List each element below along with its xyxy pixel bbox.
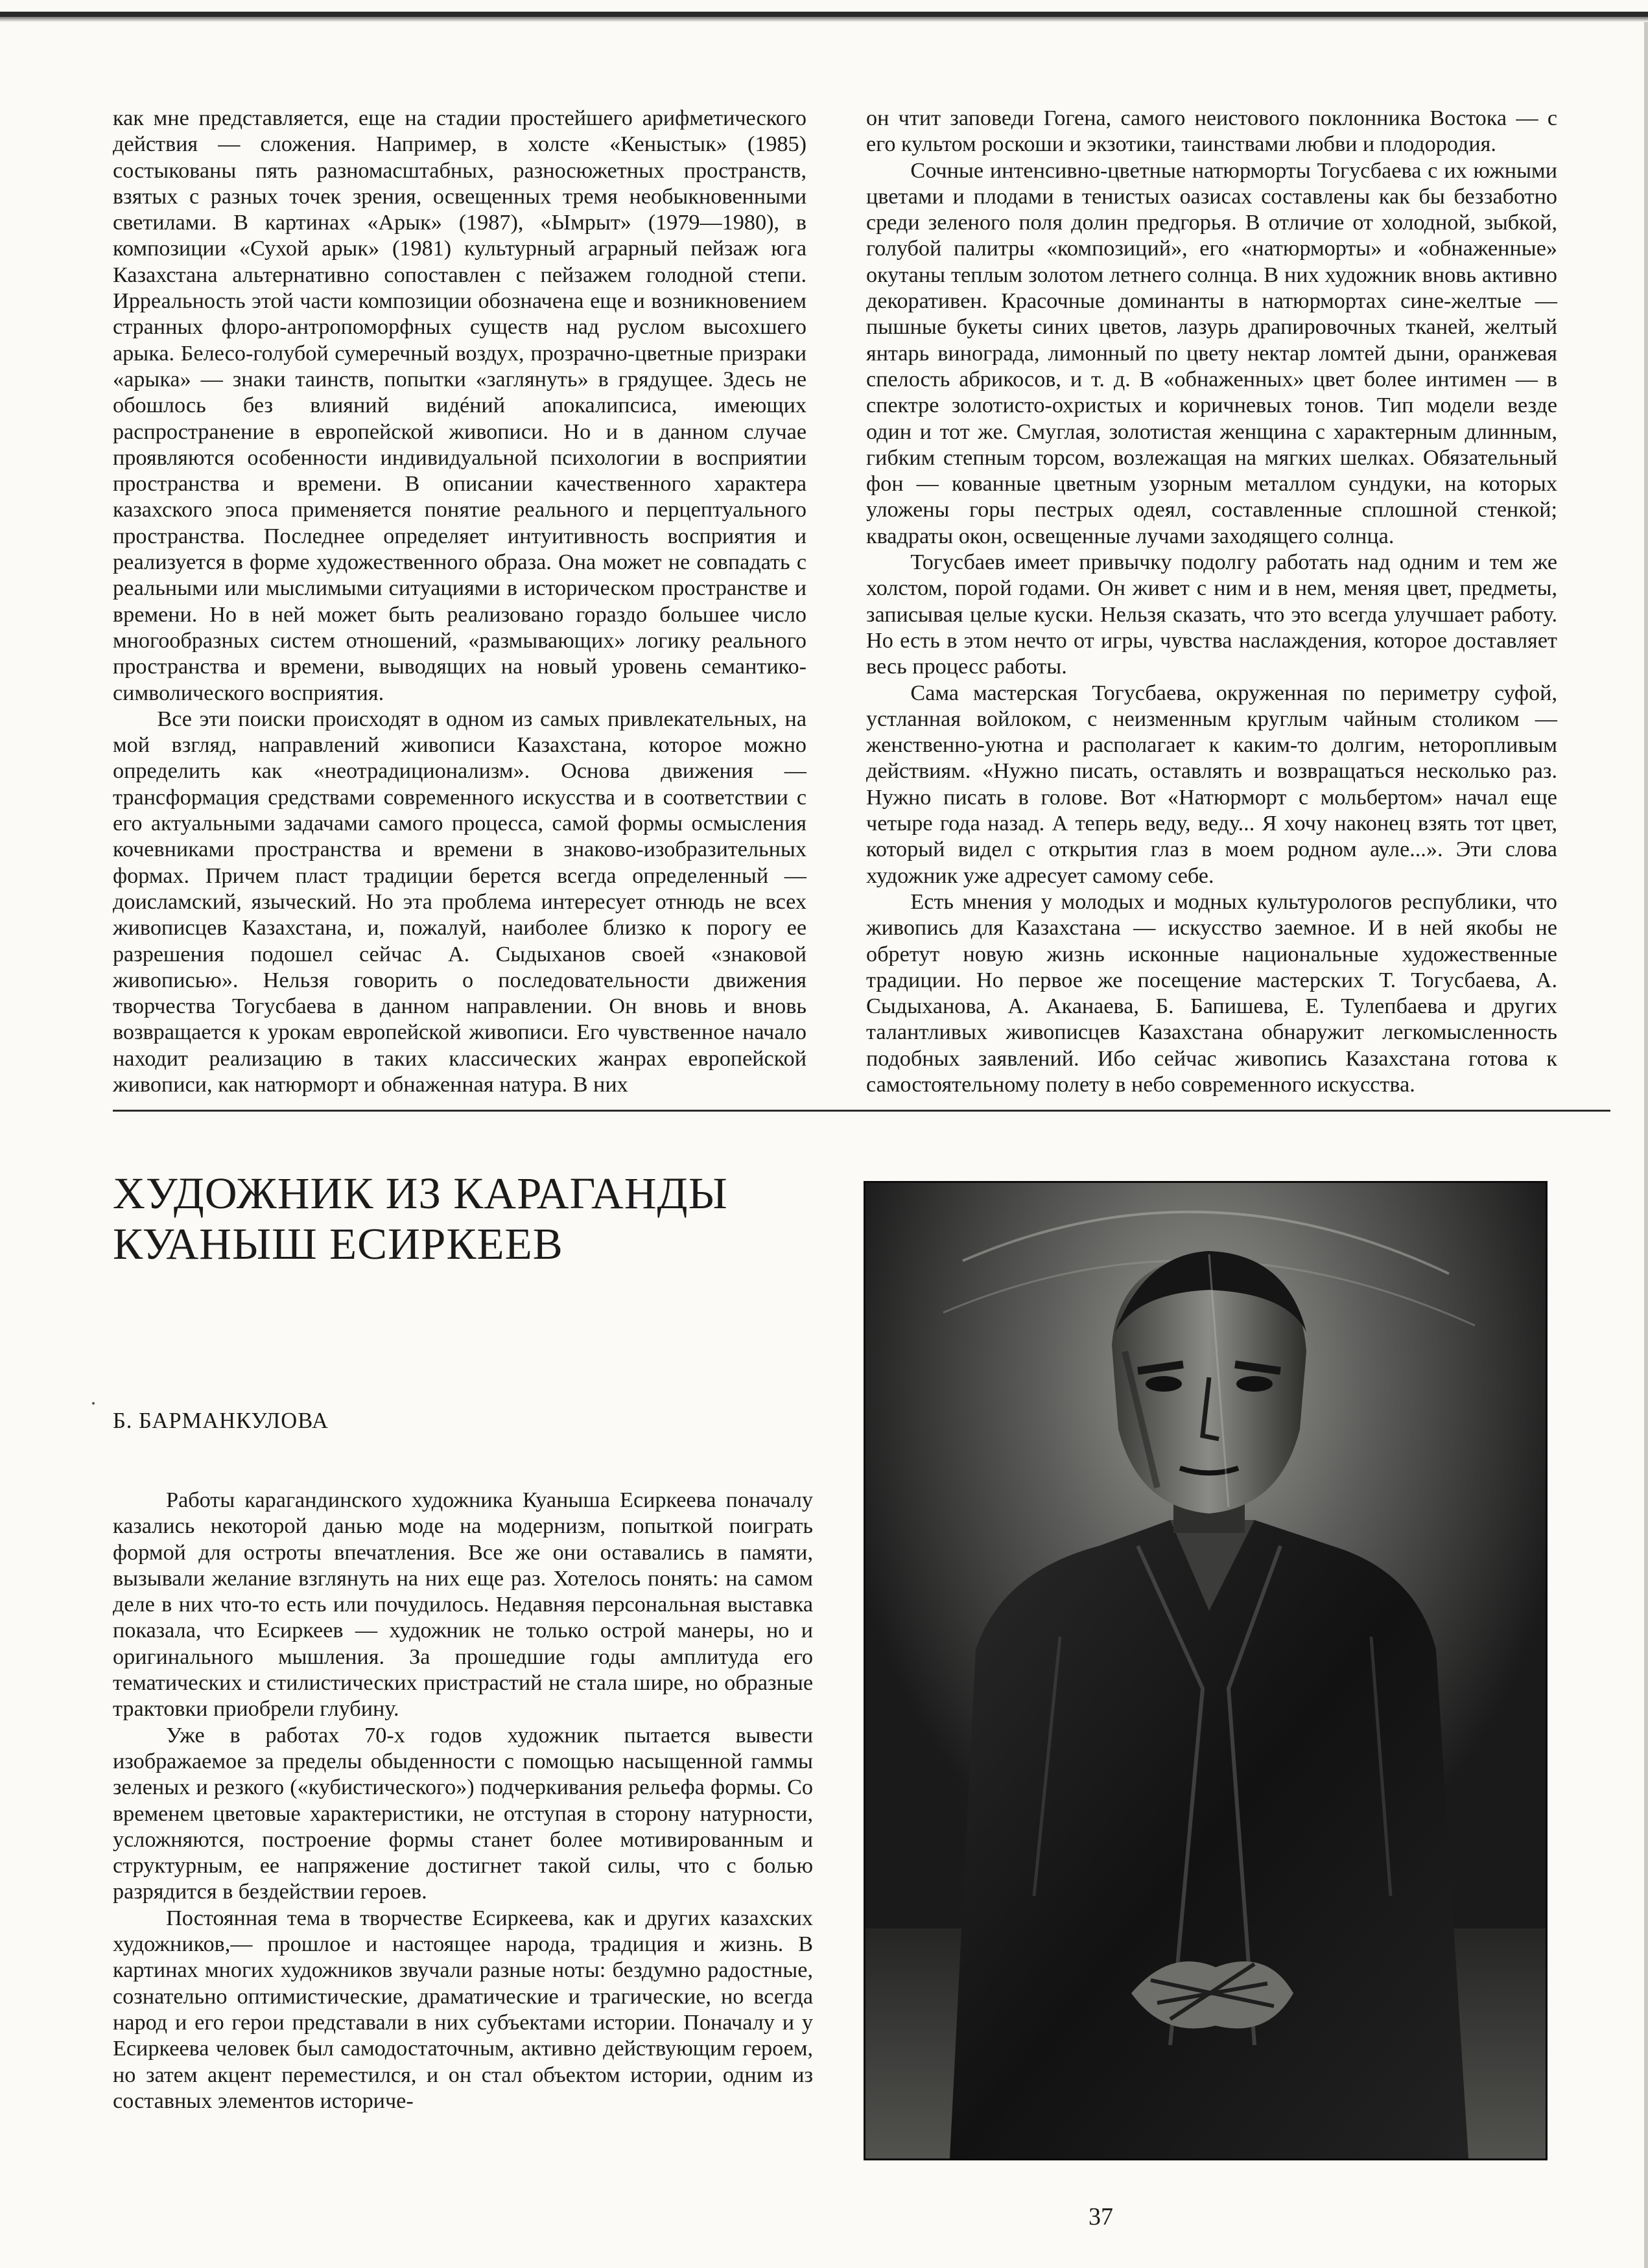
article-body — [113, 1488, 813, 2114]
scan-right-edge — [1644, 22, 1648, 2268]
paragraph: Есть мнения у молодых и модных культурологов республики, что живопись для Казахстана — искусство заемное. И в ней якобы не обретут новую жизнь исконные национальные художественные традиции. Но первое же посещение мастерских Т. Тогусбаева, А. Сыдыханова, А. Аканаева, Б. Бапишева, Е. Тулепбаева и других талантливых живописцев Казахстана обнаружит легкомысленность подобных заявлений. Ибо сейчас живопись Казахстана готова к самостоятельному полету в небо современного искусства. — [866, 889, 1557, 1097]
paragraph: Сочные интенсивно-цветные натюрморты Тогусбаева с их южными цветами и плодами в тенистых оазисах составлены как бы беззаботно среди зеленого поля долин предгорья. В отличие от холодной, зыбкой, голубой палитры «композиций», его «натюрморты» и «обнаженные» окутаны теплым золотом летнего солнца. В них художник вновь активно декоративен. Красочные доминанты в натюрмортах сине-желтые — пышные букеты синих цветов, лазурь драпировочных тканей, желтый янтарь винограда, лимонный по цвету нектар ломтей дыни, оранжевая спелость абрикосов, и т. д. В «обнаженных» цвет более интимен — в спектре золотисто-охристых и коричневых тонов. Тип модели везде один и тот же. Смуглая, золотистая женщина с характерным длинным, гибким степным торсом, возлежащая на мягких шелках. Обязательный фон — кованные цветным узорным металлом сундуки, на которых уложены горы пестрых одеял, составленные сплошной стенкой; квадраты окон, освещенные лучами заходящего солнца. — [866, 158, 1557, 548]
section-divider — [113, 1110, 1610, 1112]
scan-speck — [92, 1402, 95, 1405]
paragraph: Постоянная тема в творчестве Есиркеева, как и других казахских художников,— прошлое и настоящее народа, традиция и жизнь. В картинах многих художников звучали разные ноты: бездумно радостные, сознательно оптимистические, драматические и трагические, но всегда народ и его герои представали в них субъектами истории. Поначалу и у Есиркеева человек был самодостаточным, активно действующим героем, но затем акцент переместился, и он стал объектом истории, одним из составных элементов историче- — [113, 1906, 813, 2113]
paragraph: Все эти поиски происходят в одном из самых привлекательных, на мой взгляд, направлений живописи Казахстана, которое можно определить как «неотрадиционализм». Основа движения — трансформация средствами современного искусства и в соответствии с его актуальными задачами самого процесса, самой формы осмысления кочевниками пространства и времени в знаково-изобразительных формах. Причем пласт традиции берется всегда определенный — доисламский, языческий. Но эта проблема интересует отнюдь не всех живописцев Казахстана, и, пожалуй, наиболее близко к порогу ее разрешения подошел сейчас А. Сыдыханов своей «знаковой живописью». Нельзя говорить о последовательности движения творчества Тогусбаева в данном направлении. Он вновь и вновь возвращается к урокам европейской живописи. Его чувственное начало находит реализацию в таких классических жанрах европейской живописи, как натюрморт и обнаженная натура. В них — [113, 707, 806, 1097]
left-column — [113, 106, 806, 1098]
article-title-line-1: ХУДОЖНИК ИЗ КАРАГАНДЫ — [113, 1169, 728, 1218]
right-column — [866, 106, 1557, 1098]
page-number: 37 — [1089, 2203, 1113, 2230]
paragraph: Работы карагандинского художника Куаныша Есиркеева поначалу казались некоторой данью моде на модернизм, попыткой поиграть формой для остроты впечатления. Все же они оставались в памяти, вызывали желание взглянуть на них еще раз. Хотелось понять: на самом деле в них что-то есть или почудилось. Недавняя персональная выставка показала, что Есиркеев — художник не только острой манеры, но и оригинального мышления. За прошедшие годы амплитуда его тематических и стилистических пристрастий не стала шире, но образные трактовки приобрели глубину. — [113, 1488, 813, 1722]
article-title-line-2: КУАНЫШ ЕСИРКЕЕВ — [113, 1219, 563, 1268]
portrait-illustration — [865, 1183, 1546, 2158]
paragraph: Уже в работах 70-х годов художник пытается вывести изображаемое за пределы обыденности с помощью насыщенной гаммы зеленых и резкого («кубистического») подчеркивания рельефа формы. Со временем цветовые характеристики, не отступая в сторону натурности, усложняются, построение формы станет более мотивированным и структурным, ее напряжение достигнет такой силы, что с болью разрядится в бездействии героев. — [113, 1723, 813, 1904]
article-title — [113, 1168, 826, 1269]
paragraph: Сама мастерская Тогусбаева, окруженная по периметру суфой, устланная войлоком, с неизменным круглым чайным столиком — женственно-уютна и располагает к каким-то долгим, неторопливым действиям. «Нужно писать, оставлять и возвращаться несколько раз. Нужно писать в голове. Вот «Натюрморт с мольбертом» начал еще четыре года назад. А теперь веду, веду... Я хочу наконец взять тот цвет, который видел с открытия глаз в моем родном ауле...». Эти слова художник уже адресует самому себе. — [866, 681, 1557, 888]
paragraph: Тогусбаев имеет привычку подолгу работать над одним и тем же холстом, порой годами. Он живет с ним и в нем, меняя цвет, предметы, записывая целые куски. Нельзя сказать, что это всегда улучшает работу. Но есть в этом нечто от игры, чувства наслаждения, которое доставляет весь процесс работы. — [866, 550, 1557, 679]
article-author: Б. БАРМАНКУЛОВА — [113, 1409, 329, 1433]
portrait-painting — [864, 1181, 1548, 2160]
scan-top-border — [0, 0, 1648, 22]
paragraph: как мне представляется, еще на стадии простейшего арифметического действия — сложения. Например, в холсте «Кеныстык» (1985) состыкованы пять разномасштабных, разносюжетных пространств, взятых с разных точек зрения, освещенных тремя необыкновенными светилами. В картинах «Арык» (1987), «Ымрыт» (1979—1980), в композиции «Сухой арык» (1981) культурный аграрный пейзаж юга Казахстана альтернативно сопоставлен с пейзажем голодной степи. Ирреальность этой части композиции обозначена еще и возникновением странных флоро-антропоморфных существ над руслом высохшего арыка. Белесо-голубой сумеречный воздух, прозрачно-цветные призраки «арыка» — знаки таинств, попытки «заглянуть» в грядущее. Здесь не обошлось без влияний видéний апокалипсиса, имеющих распространение в европейской живописи. Но и в данном случае проявляются особенности индивидуальной психологии в восприятии пространства и времени. В описании качественного характера казахского эпоса применяется понятие реального и перцептуального пространства. Последнее определяет интуитивность восприятия и реализуется в форме художественного образа. Она может не совпадать с реальными или мыслимыми ситуациями в историческом пространстве и времени. Но в ней может быть реализовано гораздо большее число многообразных систем отношений, «размывающих» логику реального пространства и времени, выводящих на новый уровень семантико-символического восприятия. — [113, 106, 806, 705]
paragraph: он чтит заповеди Гогена, самого неистового поклонника Востока — с его культом роскоши и экзотики, таинствами любви и плодородия. — [866, 106, 1557, 157]
